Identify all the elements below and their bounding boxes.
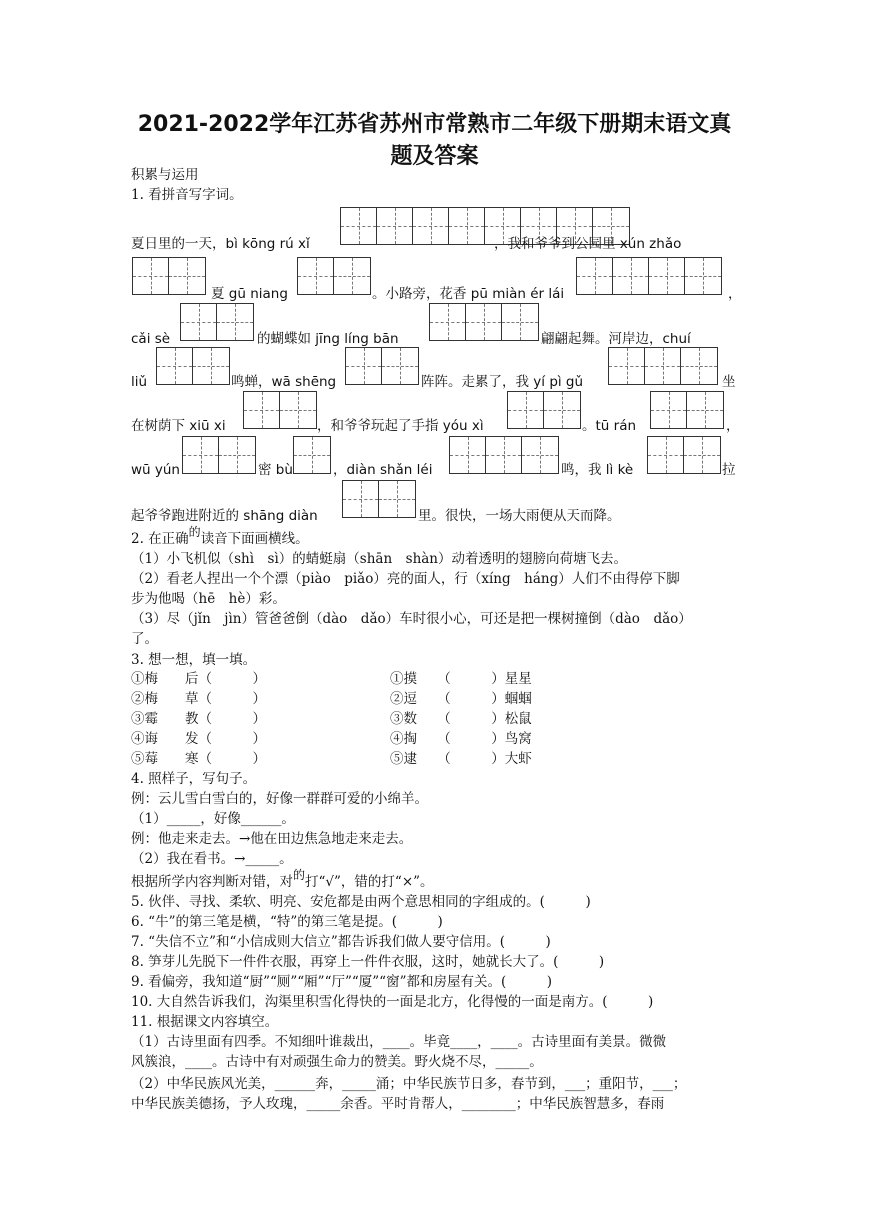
answer-grid[interactable] (243, 391, 317, 429)
q1-text: 夏 gū niang (211, 286, 288, 302)
q1-text: cǎi sè (131, 331, 171, 347)
q1-text: liǔ (131, 374, 148, 390)
q4-answer: （1）_____，好像______。 (131, 811, 295, 827)
q1-text: 里。很快，一场大雨便从天而降。 (418, 508, 621, 524)
answer-grid[interactable] (647, 436, 721, 474)
judge-intro-b: 打“√”，错的打“×”。 (305, 874, 434, 890)
q1-text: wū yún (131, 462, 180, 478)
q2-label-a: 2. 在正确 (131, 531, 189, 547)
judge-intro-sup: 的 (293, 868, 306, 882)
q11-item: （1）古诗里面有四季。不知细叶谁裁出，____。毕竟____，____。古诗里面有美景。微微 (131, 1034, 667, 1050)
q11-item: 中华民族美德扬，予人玫瑰，_____余香。平时肯帮人，________；中华民族智慧多，春雨 (131, 1096, 665, 1112)
answer-grid[interactable] (132, 257, 206, 295)
q2-item: （2）看老人捏出一个个漂（piào piǎo）亮的面人，行（xíng háng）人们不由得停下脚 (131, 571, 680, 587)
q11-item: （2）中华民族风光美，______奔，_____涌；中华民族节日多，春节到，___；重阳节，___； (131, 1076, 687, 1092)
q1-text: 鸣蝉，wā shēng (231, 374, 337, 390)
q2-label-sup: 的 (188, 525, 201, 539)
q3-left-item: ④诲 发（ ） (131, 731, 266, 747)
q4-answer: （2）我在看书。→_____。 (131, 851, 293, 867)
q1-text: 的蝴蝶如 jīng líng bān (257, 331, 399, 347)
judge-item: 7. “失信不立”和“小信成则大信立”都告诉我们做人要守信用。( ) (131, 934, 551, 950)
q1-text: ， (726, 418, 740, 434)
q1-text: 翩翩起舞。河岸边，chuí (541, 331, 691, 347)
q2-label-b: 读音下面画横线。 (200, 531, 309, 547)
answer-grid[interactable] (156, 347, 230, 385)
answer-grid[interactable] (293, 436, 331, 474)
q3-right-item: ②逗 （ ）蝈蝈 (390, 691, 532, 707)
q1-text: 拉 (722, 462, 736, 478)
judge-item: 5. 伙伴、寻找、柔软、明亮、安危都是由两个意思相同的字组成的。( ) (131, 894, 591, 910)
judge-item: 6. “牛”的第三笔是横，“特”的第三笔是提。( ) (131, 914, 443, 930)
q3-label: 3. 想一想，填一填。 (131, 652, 257, 668)
q3-right-item: ④掏 （ ）鸟窝 (390, 731, 532, 747)
answer-grid[interactable] (180, 303, 254, 341)
q1-text: 。小路旁，花香 pū miàn ér lái (372, 286, 565, 302)
q1-text: 阵阵。走累了，我 yí pì gǔ (421, 374, 584, 390)
q3-left-item: ③霉 教（ ） (131, 711, 266, 727)
q2-item: 步为他喝（hē hè）彩。 (131, 591, 286, 607)
q11-label: 11. 根据课文内容填空。 (131, 1014, 279, 1030)
q1-text: 夏日里的一天，bì kōng rú xǐ (131, 236, 310, 252)
q1-text: 坐 (722, 374, 736, 390)
q2-item: （1）小飞机似（shì sì）的蜻蜓扇（shān shàn）动着透明的翅膀向荷塘飞去。 (131, 551, 628, 567)
q1-text: ，diàn shǎn léi (333, 462, 433, 478)
answer-grid[interactable] (297, 257, 371, 295)
q2-label (131, 525, 309, 548)
q4-example: 例：他走来走去。→他在田边焦急地走来走去。 (131, 831, 413, 847)
q1-text: ，我和爷爷到公园里 xún zhǎo (494, 236, 682, 252)
q3-left-item: ⑤莓 寒（ ） (131, 751, 266, 767)
answer-grid[interactable] (449, 436, 559, 474)
q1-label: 1. 看拼音写字词。 (131, 187, 243, 203)
judge-intro-a: 根据所学内容判断对错，对 (131, 874, 293, 890)
q1-text: ， (728, 286, 742, 302)
judge-intro (131, 868, 434, 891)
q1-text: 。tū rán (582, 418, 637, 434)
q1-text: 起爷爷跑进附近的 shāng diàn (131, 508, 318, 524)
answer-grid[interactable] (429, 303, 539, 341)
answer-grid[interactable] (650, 391, 724, 429)
q1-text: 鸣，我 lì kè (561, 462, 634, 478)
answer-grid[interactable] (345, 347, 419, 385)
answer-grid[interactable] (608, 347, 718, 385)
q1-text: ，和爷爷玩起了手指 yóu xì (317, 418, 484, 434)
q4-example: 例：云儿雪白雪白的，好像一群群可爱的小绵羊。 (131, 791, 428, 807)
q3-right-item: ①摸 （ ）星星 (390, 671, 532, 687)
answer-grid[interactable] (342, 480, 416, 518)
q3-left-item: ①梅 后（ ） (131, 671, 266, 687)
q2-item: 了。 (131, 631, 158, 647)
answer-grid[interactable] (182, 436, 256, 474)
q1-text: 密 bù (258, 462, 293, 478)
judge-item: 8. 笋芽儿先脱下一件件衣服，再穿上一件件衣服，这时，她就长大了。( ) (131, 954, 605, 970)
q1-text: 在树荫下 xiū xi (131, 418, 226, 434)
q4-label: 4. 照样子，写句子。 (131, 771, 257, 787)
answer-grid[interactable] (576, 257, 722, 295)
judge-item: 9. 看偏旁，我知道“厨”“厕”“厢”“厅”“厦”“窗”都和房屋有关。( ) (131, 974, 553, 990)
page-title-line2: 题及答案 (390, 144, 479, 169)
q3-right-item: ⑤逮 （ ）大虾 (390, 751, 532, 767)
q3-left-item: ②梅 草（ ） (131, 691, 266, 707)
q11-item: 风簇浪，____。古诗中有对顽强生命力的赞美。野火烧不尽，_____。 (131, 1054, 543, 1070)
page-title-line1: 2021-2022学年江苏省苏州市常熟市二年级下册期末语文真 (137, 112, 732, 137)
answer-grid[interactable] (507, 391, 581, 429)
q2-item: （3）尽（jǐn jìn）管爸爸倒（dào dǎo）车时很小心，可还是把一棵树撞倒（dào dǎo） (131, 611, 692, 627)
q3-right-item: ③数 （ ）松鼠 (390, 711, 532, 727)
section-heading: 积累与运用 (131, 167, 199, 183)
judge-item: 10. 大自然告诉我们，沟渠里积雪化得快的一面是北方，化得慢的一面是南方。( ) (131, 994, 654, 1010)
